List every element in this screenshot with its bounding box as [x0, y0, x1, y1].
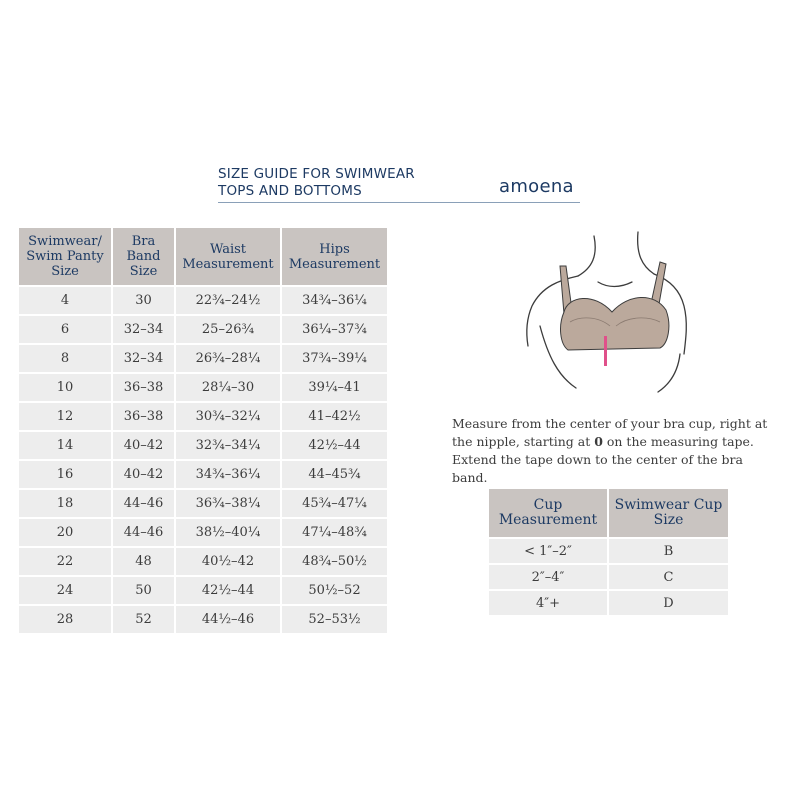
- table-cell: 22¾–24½: [176, 287, 280, 314]
- title-divider: [218, 202, 580, 203]
- size-table-header-row: [19, 228, 387, 285]
- table-cell: C: [609, 565, 728, 589]
- table-row: [19, 490, 387, 517]
- table-cell: 8: [19, 345, 111, 372]
- table-cell: 32–34: [113, 345, 174, 372]
- header-cup-measurement: Cup Measurement: [489, 489, 607, 537]
- table-row: [19, 461, 387, 488]
- table-cell: 42½–44: [282, 432, 387, 459]
- header-hips: Hips Measurement: [282, 228, 387, 285]
- table-row: [19, 606, 387, 633]
- table-cell: 30: [113, 287, 174, 314]
- table-cell: 45¾–47¼: [282, 490, 387, 517]
- size-guide-table: [17, 226, 389, 635]
- measuring-tape: [604, 336, 607, 366]
- table-row: [489, 591, 728, 615]
- table-cell: 28: [19, 606, 111, 633]
- table-cell: 32–34: [113, 316, 174, 343]
- header-band-size: Bra Band Size: [113, 228, 174, 285]
- table-cell: 36¼–37¾: [282, 316, 387, 343]
- table-row: [19, 577, 387, 604]
- table-cell: B: [609, 539, 728, 563]
- table-cell: 47¼–48¾: [282, 519, 387, 546]
- table-cell: 44–46: [113, 490, 174, 517]
- title-line-1: SIZE GUIDE FOR SWIMWEAR: [218, 166, 415, 182]
- torso-right: [658, 354, 680, 392]
- table-cell: 25–26¾: [176, 316, 280, 343]
- table-cell: 40–42: [113, 461, 174, 488]
- cup-table-header-row: [489, 489, 728, 537]
- table-cell: 4: [19, 287, 111, 314]
- table-cell: 12: [19, 403, 111, 430]
- table-cell: 34¾–36¼: [282, 287, 387, 314]
- neck-outline-right: [638, 232, 654, 274]
- table-cell: 24: [19, 577, 111, 604]
- table-cell: D: [609, 591, 728, 615]
- table-cell: 44½–46: [176, 606, 280, 633]
- table-cell: 26¾–28¼: [176, 345, 280, 372]
- bra-garment: [560, 262, 669, 350]
- cup-size-table: [487, 487, 730, 617]
- header-swimwear-cup-size: Swimwear Cup Size: [609, 489, 728, 537]
- header-waist: Waist Measurement: [176, 228, 280, 285]
- collarbone: [598, 282, 632, 287]
- table-cell: 22: [19, 548, 111, 575]
- table-cell: 32¾–34¼: [176, 432, 280, 459]
- table-cell: 44–46: [113, 519, 174, 546]
- table-cell: 16: [19, 461, 111, 488]
- table-cell: 50½–52: [282, 577, 387, 604]
- table-cell: 20: [19, 519, 111, 546]
- instructions-zero: 0: [594, 434, 603, 449]
- table-cell: 30¾–32¼: [176, 403, 280, 430]
- table-cell: 38½–40¼: [176, 519, 280, 546]
- table-cell: 52–53½: [282, 606, 387, 633]
- instructions-text-2: on the measuring tape. Extend the tape down to the center of the bra band.: [452, 434, 754, 485]
- table-row: [19, 287, 387, 314]
- table-row: [19, 548, 387, 575]
- page-title: [218, 166, 438, 200]
- table-row: [19, 316, 387, 343]
- table-cell: 6: [19, 316, 111, 343]
- table-cell: 39¼–41: [282, 374, 387, 401]
- table-cell: 36¾–38¼: [176, 490, 280, 517]
- table-cell: 48: [113, 548, 174, 575]
- table-row: [19, 345, 387, 372]
- table-cell: 37¾–39¼: [282, 345, 387, 372]
- table-cell: 4″+: [489, 591, 607, 615]
- table-cell: 28¼–30: [176, 374, 280, 401]
- header-swim-size: Swimwear/ Swim Panty Size: [19, 228, 111, 285]
- brand-logo: amoena: [499, 176, 574, 197]
- table-cell: 36–38: [113, 403, 174, 430]
- table-cell: 48¾–50½: [282, 548, 387, 575]
- table-row: [489, 565, 728, 589]
- table-cell: 41–42½: [282, 403, 387, 430]
- instructions-text-1: Measure from the center of your bra cup, right at the nipple, starting at: [452, 416, 768, 449]
- table-cell: 52: [113, 606, 174, 633]
- table-row: [19, 519, 387, 546]
- table-row: [19, 374, 387, 401]
- table-row: [19, 432, 387, 459]
- table-cell: 40½–42: [176, 548, 280, 575]
- table-cell: 34¾–36¼: [176, 461, 280, 488]
- table-cell: 42½–44: [176, 577, 280, 604]
- table-cell: 2″–4″: [489, 565, 607, 589]
- table-cell: 44–45¾: [282, 461, 387, 488]
- bra-measuring-illustration: [520, 226, 700, 396]
- table-cell: 10: [19, 374, 111, 401]
- measurement-instructions: [452, 415, 782, 487]
- table-cell: 50: [113, 577, 174, 604]
- neck-outline: [578, 236, 595, 276]
- table-cell: 14: [19, 432, 111, 459]
- title-line-2: TOPS AND BOTTOMS: [218, 183, 362, 199]
- table-row: [489, 539, 728, 563]
- table-row: [19, 403, 387, 430]
- table-cell: 18: [19, 490, 111, 517]
- table-cell: 36–38: [113, 374, 174, 401]
- table-cell: < 1″–2″: [489, 539, 607, 563]
- table-cell: 40–42: [113, 432, 174, 459]
